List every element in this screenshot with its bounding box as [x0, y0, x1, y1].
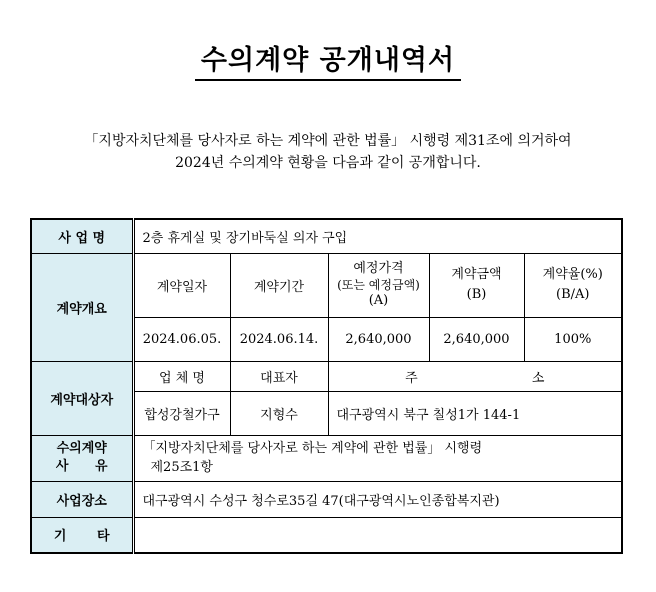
- header-contract-date: 계약일자: [133, 253, 230, 317]
- reason-value: 「지방자치단체를 당사자로 하는 계약에 관한 법률」 시행령 제25조1항: [133, 435, 622, 481]
- row-project: [31, 219, 622, 253]
- value-contract-date: 2024.06.05.: [133, 317, 230, 361]
- intro-line-2: 2024년 수의계약 현황을 다음과 같이 공개합니다.: [175, 155, 481, 171]
- other-value: [133, 517, 622, 553]
- row-reason: [31, 435, 622, 481]
- value-contract-rate: 100%: [524, 317, 622, 361]
- header-representative: 대표자: [230, 361, 328, 391]
- header-contract-period: 계약기간: [230, 253, 328, 317]
- row-counterparty-headers: [31, 361, 622, 391]
- value-address: 대구광역시 북구 칠성1가 144-1: [328, 391, 622, 435]
- value-company: 합성강철가구: [133, 391, 230, 435]
- value-contract-amount: 2,640,000: [429, 317, 524, 361]
- overview-label: 계약개요: [31, 253, 133, 361]
- intro-line-1: 「지방자치단체를 당사자로 하는 계약에 관한 법률」 시행령 제31조에 의거하여: [84, 133, 572, 149]
- value-contract-period: 2024.06.14.: [230, 317, 328, 361]
- row-other: [31, 517, 622, 553]
- project-value: 2층 휴게실 및 장기바둑실 의자 구입: [133, 219, 622, 253]
- header-contract-amount: 계약금액 (B): [429, 253, 524, 317]
- location-value: 대구광역시 수성구 청수로35길 47(대구광역시노인종합복지관): [133, 481, 622, 517]
- counterparty-label: 계약대상자: [31, 361, 133, 435]
- location-label: 사업장소: [31, 481, 133, 517]
- header-estimated-price: 예정가격 (또는 예정금액) (A): [328, 253, 429, 317]
- header-contract-rate: 계약율(%) (B/A): [524, 253, 622, 317]
- reason-label: 수의계약 사 유: [31, 435, 133, 481]
- page-title: [0, 38, 656, 81]
- header-address: 주 소: [328, 361, 622, 391]
- value-representative: 지형수: [230, 391, 328, 435]
- row-location: [31, 481, 622, 517]
- page-title-text: 수의계약 공개내역서: [195, 38, 461, 81]
- header-company: 업 체 명: [133, 361, 230, 391]
- intro-text: [20, 130, 636, 174]
- project-label: 사 업 명: [31, 219, 133, 253]
- contract-table: [30, 218, 623, 554]
- other-label: 기 타: [31, 517, 133, 553]
- value-estimated-price: 2,640,000: [328, 317, 429, 361]
- row-overview-headers: [31, 253, 622, 317]
